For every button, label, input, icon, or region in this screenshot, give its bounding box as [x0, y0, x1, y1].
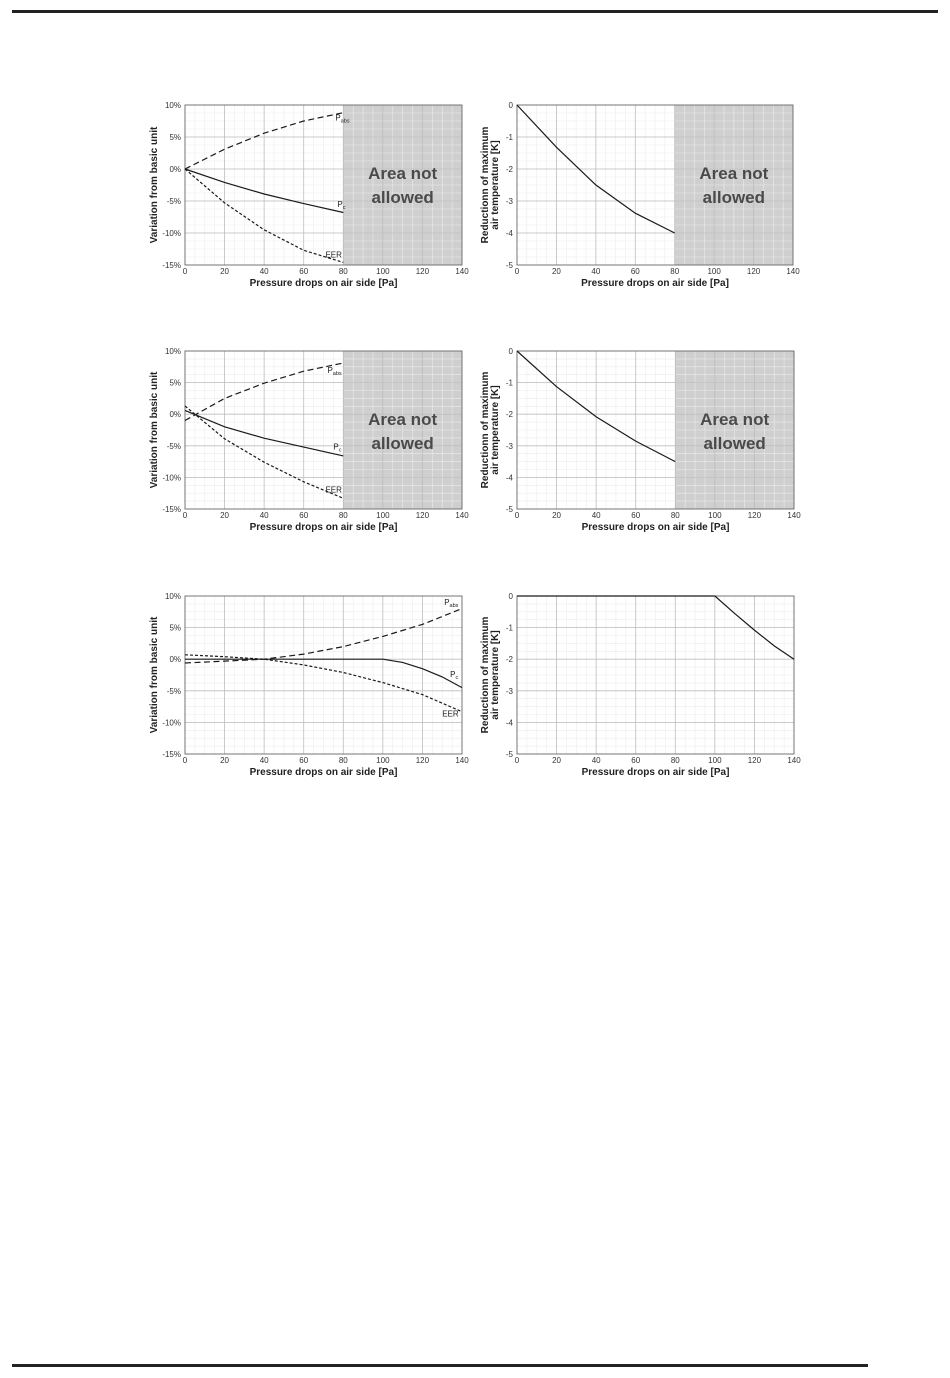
- x-tick-label: 0: [182, 511, 188, 520]
- x-tick-label: 120: [415, 267, 430, 276]
- y-tick-label: -5: [505, 261, 513, 270]
- x-tick-label: 20: [220, 511, 230, 520]
- x-tick-label: 120: [415, 756, 430, 765]
- minor-grid: [185, 105, 462, 265]
- series-label-pabs: $P_{abs}$: [444, 597, 459, 609]
- x-tick-label: 80: [338, 267, 348, 276]
- region-label-line1: Area not: [699, 164, 769, 183]
- y-tick-label: 0: [508, 347, 513, 356]
- x-tick-label: 60: [299, 511, 309, 520]
- x-axis-title: Pressure drops on air side [Pa]: [249, 767, 398, 778]
- series-label-eer: EER: [442, 709, 459, 719]
- y-tick-label: -5%: [166, 441, 181, 451]
- region-label-line2: allowed: [703, 434, 766, 453]
- y-tick-label: -15%: [162, 505, 181, 514]
- y-axis-title-line1: Reductionn of maximum: [480, 371, 491, 489]
- x-tick-label: 0: [514, 756, 520, 765]
- x-tick-label: 80: [338, 756, 348, 765]
- region-label-line2: allowed: [371, 188, 434, 207]
- y-tick-label: -5: [505, 505, 513, 514]
- x-tick-label: 0: [182, 267, 188, 276]
- y-tick-label: -10%: [162, 229, 181, 238]
- x-axis-title: Pressure drops on air side [Pa]: [581, 767, 730, 778]
- y-tick-label: -1: [505, 623, 513, 633]
- y-tick-label: -3: [505, 197, 513, 206]
- x-tick-label: 100: [708, 511, 722, 520]
- y-axis-title: Variation from basic unit: [149, 371, 160, 489]
- x-tick-label: 20: [552, 511, 562, 520]
- chart-variation-3: [145, 586, 475, 786]
- y-tick-label: -15%: [162, 750, 181, 759]
- minor-grid: [185, 596, 462, 754]
- series-label-pc: $P_c$: [333, 442, 342, 454]
- y-tick-label: -15%: [162, 261, 181, 270]
- minor-grid: [185, 351, 462, 509]
- x-tick-label: 20: [220, 756, 230, 765]
- chart-variation-2: [145, 341, 475, 541]
- x-tick-label: 100: [376, 756, 390, 765]
- y-tick-label: -4: [505, 718, 513, 728]
- x-tick-label: 20: [220, 267, 230, 276]
- chart-temperature-3: [475, 586, 815, 786]
- x-tick-label: 40: [259, 267, 269, 276]
- x-tick-label: 40: [591, 756, 601, 765]
- y-tick-label: -4: [505, 229, 513, 238]
- x-tick-label: 100: [708, 756, 722, 765]
- x-tick-label: 60: [299, 756, 309, 765]
- x-tick-label: 40: [591, 511, 601, 520]
- y-tick-label: -2: [505, 410, 513, 420]
- y-axis-title-line1: Reductionn of maximum: [480, 616, 491, 734]
- y-tick-label: 0%: [169, 165, 181, 174]
- x-tick-label: 100: [376, 267, 390, 276]
- series-label-pabs: $P_{abs}$: [327, 366, 342, 378]
- y-tick-label: 0%: [169, 410, 181, 420]
- x-tick-label: 100: [376, 511, 390, 520]
- y-tick-label: -5%: [166, 197, 181, 206]
- series-label-eer: EER: [325, 250, 342, 260]
- x-tick-label: 80: [338, 511, 348, 520]
- x-tick-label: 120: [747, 511, 762, 520]
- x-tick-label: 20: [551, 267, 561, 276]
- x-tick-label: 60: [630, 267, 640, 276]
- series-label-pc: $P_c$: [450, 669, 459, 681]
- y-tick-label: 5%: [169, 378, 181, 388]
- x-tick-label: 40: [259, 511, 269, 520]
- minor-grid: [517, 105, 793, 265]
- x-axis-title: Pressure drops on air side [Pa]: [249, 278, 398, 289]
- y-tick-label: 0: [508, 101, 513, 110]
- y-tick-label: -5: [505, 750, 513, 759]
- chart-variation-1: [145, 95, 475, 295]
- y-axis-title-line2: air temperature [K]: [490, 140, 501, 230]
- x-tick-label: 0: [182, 756, 188, 765]
- y-tick-label: 0: [508, 592, 513, 601]
- y-tick-label: -10%: [162, 718, 181, 728]
- x-tick-label: 60: [631, 756, 641, 765]
- bottom-rule: [12, 1364, 868, 1367]
- y-tick-label: -3: [505, 441, 513, 451]
- y-axis-title-line1: Reductionn of maximum: [480, 126, 491, 244]
- x-tick-label: 140: [455, 756, 469, 765]
- chart-temperature-1: [475, 95, 815, 295]
- region-label-line1: Area not: [368, 164, 438, 183]
- x-tick-label: 140: [787, 756, 801, 765]
- x-tick-label: 140: [787, 511, 801, 520]
- y-tick-label: 5%: [169, 133, 181, 142]
- y-tick-label: -1: [505, 133, 513, 142]
- x-tick-label: 0: [514, 511, 520, 520]
- y-tick-label: -3: [505, 686, 513, 696]
- x-tick-label: 60: [631, 511, 641, 520]
- x-axis-title: Pressure drops on air side [Pa]: [249, 522, 398, 533]
- region-label-line1: Area not: [368, 410, 438, 429]
- y-tick-label: 10%: [164, 101, 181, 110]
- x-tick-label: 140: [455, 267, 469, 276]
- series-label-pabs: $P_{abs}$: [335, 113, 350, 125]
- y-tick-label: -5%: [166, 686, 181, 696]
- x-tick-label: 0: [514, 267, 520, 276]
- top-rule: [12, 10, 938, 13]
- chart-temperature-2: [475, 341, 815, 541]
- y-tick-label: -10%: [162, 473, 181, 483]
- region-label-line2: allowed: [702, 188, 766, 207]
- region-label-line1: Area not: [700, 410, 770, 429]
- x-tick-label: 100: [707, 267, 721, 276]
- x-axis-title: Pressure drops on air side [Pa]: [581, 522, 730, 533]
- y-tick-label: 10%: [164, 592, 181, 601]
- x-tick-label: 40: [259, 756, 269, 765]
- minor-grid: [517, 596, 794, 754]
- y-axis-title: Variation from basic unit: [149, 126, 160, 244]
- x-tick-label: 120: [747, 756, 762, 765]
- x-tick-label: 80: [670, 756, 680, 765]
- x-axis-title: Pressure drops on air side [Pa]: [581, 278, 729, 289]
- y-tick-label: -4: [505, 473, 513, 483]
- x-tick-label: 40: [591, 267, 601, 276]
- minor-grid: [517, 351, 794, 509]
- series-label-pc: $P_c$: [337, 199, 346, 211]
- x-tick-label: 120: [746, 267, 761, 276]
- y-axis-title-line2: air temperature [K]: [490, 630, 501, 720]
- x-tick-label: 140: [786, 267, 800, 276]
- y-tick-label: -2: [505, 655, 513, 665]
- y-tick-label: 5%: [169, 623, 181, 633]
- x-tick-label: 140: [455, 511, 469, 520]
- x-tick-label: 120: [415, 511, 430, 520]
- series-label-eer: EER: [325, 485, 342, 495]
- x-tick-label: 60: [299, 267, 309, 276]
- x-tick-label: 80: [670, 511, 680, 520]
- y-axis-title-line2: air temperature [K]: [490, 385, 501, 475]
- y-tick-label: -2: [505, 165, 513, 174]
- x-tick-label: 80: [670, 267, 680, 276]
- y-tick-label: 0%: [169, 655, 181, 665]
- y-tick-label: 10%: [164, 347, 181, 356]
- y-axis-title: Variation from basic unit: [149, 616, 160, 734]
- region-label-line2: allowed: [371, 434, 434, 453]
- x-tick-label: 20: [552, 756, 562, 765]
- y-tick-label: -1: [505, 378, 513, 388]
